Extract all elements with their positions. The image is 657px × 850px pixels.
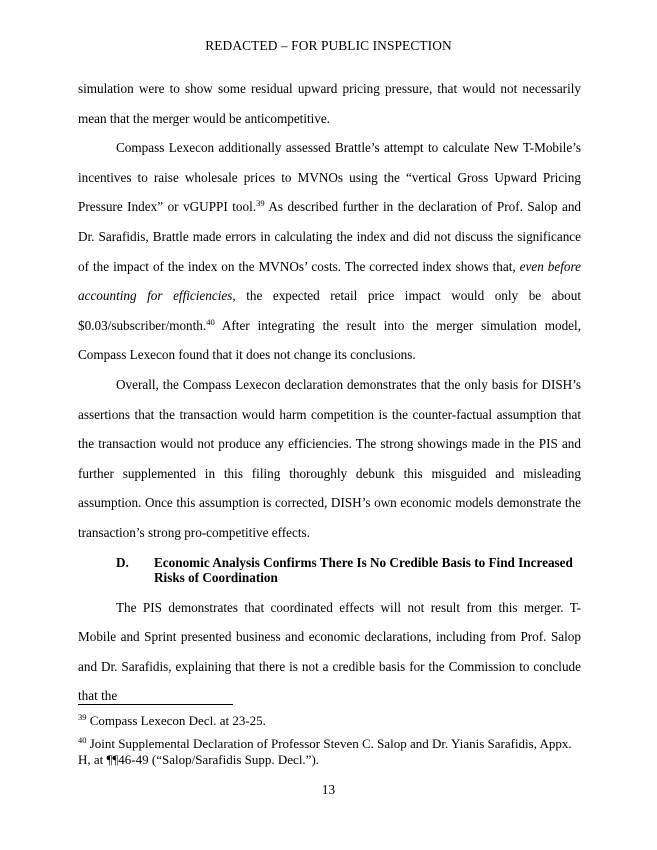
footnote-ref-39: 39 [256, 198, 265, 209]
emphasis-text: even before accounting for efficiencies [78, 258, 581, 304]
footnote-39 [78, 713, 581, 730]
paragraph-vguppi [78, 133, 581, 370]
footnote-text: Compass Lexecon Decl. at 23-25. [86, 713, 266, 728]
footnote-ref-40: 40 [206, 316, 215, 327]
paragraph-text: Compass Lexecon additionally assessed Brattle’s attempt to calculate New T-Mobile’s incentives to raise wholesale prices to MVNOs using the “vertical Gross Upward Pricing Pressure Index” or vGUPPI tool. [78, 140, 581, 215]
paragraph-coordination: The PIS demonstrates that coordinated effects will not result from this merger. T-Mobile and Sprint presented business and economic declarations, including from Prof. Salop and Dr. Sarafidis, explaining that there is not a credible basis for the Commission to conclude that the [78, 599, 581, 704]
page-number: 13 [321, 782, 336, 797]
paragraph-text: , the expected retail price impact would only be about $0.03/subscriber/month. [78, 288, 581, 333]
paragraph-text: After integrating the result into the merger simulation model, Compass Lexecon found that it does not change its conclusions. [78, 317, 581, 363]
section-heading-label: D. [116, 554, 129, 570]
body-text [78, 74, 581, 711]
paragraph-text: As described further in the declaration of Prof. Salop and Dr. Sarafidis, Brattle made errors in calculating the index and did not discuss the significance of the impact of the index on the MVNOs’ costs. The corrected index shows that, [78, 199, 582, 274]
footnote-number: 40 [78, 734, 87, 745]
footnotes [78, 713, 581, 775]
footnote-separator [78, 704, 233, 705]
footnote-number: 39 [78, 712, 87, 722]
section-heading [78, 555, 581, 586]
redaction-header: REDACTED – FOR PUBLIC INSPECTION [205, 38, 452, 53]
paragraph-continuation: simulation were to show some residual upward pricing pressure, that would not necessarily mean that the merger would be anticompetitive. [78, 81, 581, 126]
footnote-40 [78, 736, 581, 769]
section-heading-title: Economic Analysis Confirms There Is No Credible Basis to Find Increased Risks of Coordination [154, 554, 573, 585]
footnote-text: Joint Supplemental Declaration of Professor Steven C. Salop and Dr. Yianis Sarafidis, Appx. H, at ¶¶46-49 (“Salop/Sarafidis Supp. Decl.”). [78, 735, 572, 767]
paragraph-overall: Overall, the Compass Lexecon declaration demonstrates that the only basis for DISH’s assertions that the transaction would harm competition is the counter-factual assumption that the transaction would not produce any efficiencies. The strong showings made in the PIS and further supplemented in this filing thoroughly debunk this misguided and misleading assumption. Once this assumption is corrected, DISH’s own economic models demonstrate the transaction’s strong pro-competitive effects. [78, 376, 581, 540]
